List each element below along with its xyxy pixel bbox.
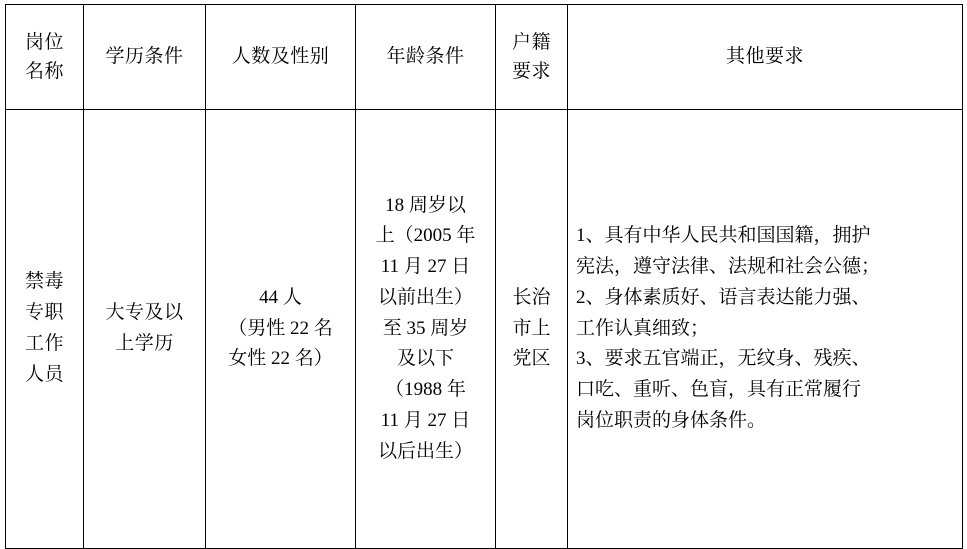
cell-education [84,110,206,549]
header-line: 年龄条件 [386,45,465,67]
table-header [6,5,963,110]
header-cell-other [568,5,963,110]
position-name-line: 禁毒 [24,271,64,293]
table-body [6,110,963,549]
age-line: 18 周岁以 [385,194,466,216]
age-line: 以前出生） [377,286,473,308]
header-line: 户籍 [511,31,551,53]
cell-age [356,110,496,549]
age-line: 及以下 [396,348,454,370]
other-line: 宪法，遵守法律、法规和社会公德； [576,256,881,278]
age-line: （1988 年 [385,379,466,401]
position-name-line: 专职 [24,302,64,324]
count-line: 女性 22 名） [228,348,333,370]
header-line: 名称 [24,61,64,82]
education-line: 上学历 [115,333,174,354]
table-header-row [6,5,963,110]
age-line: 11 月 27 日 [380,256,471,278]
header-line: 要求 [511,61,551,82]
other-line: 2、身体素质好、语言表达能力强、 [576,286,871,308]
count-line: （男性 22 名 [228,317,333,339]
count-line: 44 人 [259,286,302,308]
cell-other-requirements [568,110,963,549]
other-line: 口吃、重听、色盲，具有正常履行 [576,379,862,401]
other-line: 工作认真细致； [576,317,710,339]
cell-household [496,110,568,549]
other-line: 岗位职责的身体条件。 [576,409,767,431]
header-cell-education [84,5,206,110]
header-line: 岗位 [24,31,64,53]
document-page [0,4,967,544]
age-line: 11 月 27 日 [380,409,471,431]
position-name-line: 人员 [24,363,64,385]
cell-count-gender [206,110,356,549]
other-line: 3、要求五官端正，无纹身、残疾、 [576,348,871,370]
table-row [6,110,963,549]
header-cell-household [496,5,568,110]
age-line: 以后出生） [377,440,473,462]
header-cell-count-gender [206,5,356,110]
position-name-line: 工作 [24,333,64,354]
header-line: 学历条件 [105,45,184,67]
education-line: 大专及以 [105,302,184,324]
header-cell-age [356,5,496,110]
household-line: 党区 [512,348,551,370]
cell-position-name [6,110,84,549]
other-line: 1、具有中华人民共和国国籍，拥护 [576,225,871,247]
household-line: 市上 [512,317,551,339]
header-line: 其他要求 [725,45,804,67]
household-line: 长治 [512,286,551,308]
job-requirements-table [5,4,963,549]
age-line: 上（2005 年 [375,225,476,247]
header-line: 人数及性别 [231,45,330,67]
header-cell-position-name [6,5,84,110]
age-line: 至 35 周岁 [382,317,469,339]
